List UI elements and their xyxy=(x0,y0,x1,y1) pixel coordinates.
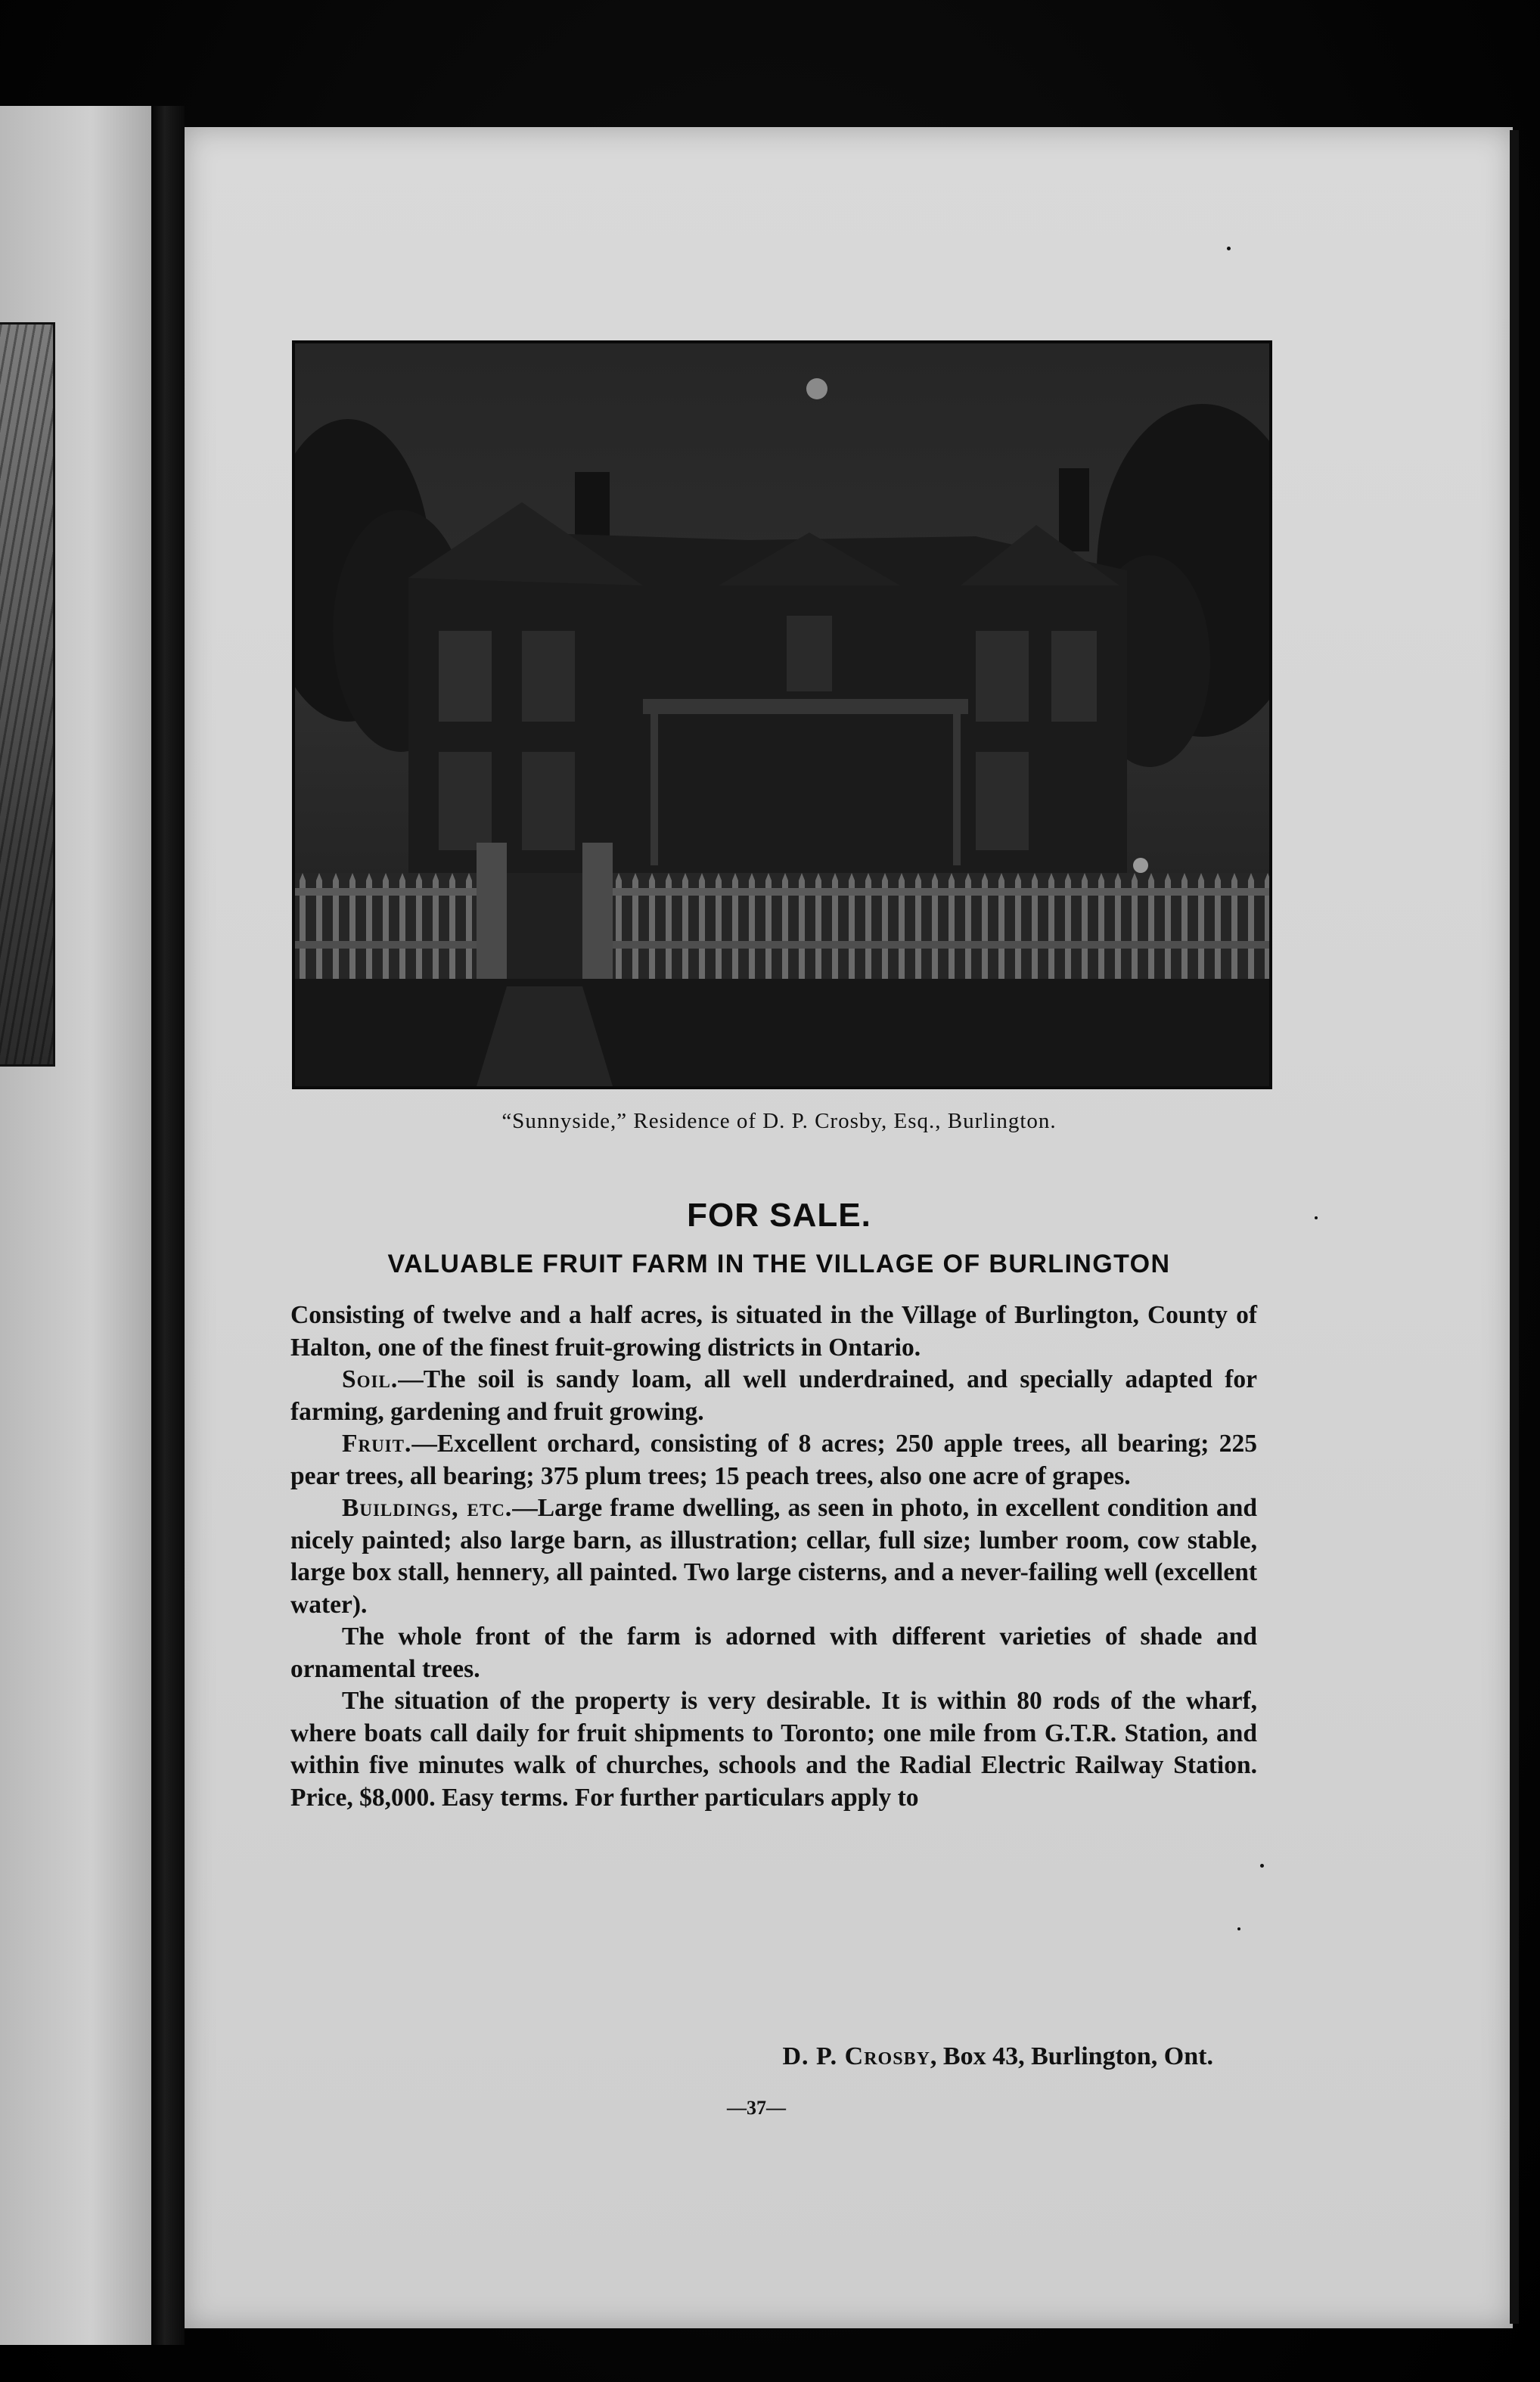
page-number: —37— xyxy=(727,2097,786,2119)
scan-speck xyxy=(1237,1927,1240,1930)
buildings-text: —Large frame dwelling, as seen in photo, in excellent condition and nicely painted; also large barn, as illustration; cellar, full size; lumber room, cow stable, large box stall, hennery, all painted. Two large cisterns, and a never-failing well (excellent water). xyxy=(290,1494,1257,1619)
farm-title-heading: VALUABLE FRUIT FARM IN THE VILLAGE OF BURLINGTON xyxy=(387,1250,1171,1278)
contact-name: D. P. Crosby xyxy=(782,2042,930,2070)
soil-paragraph xyxy=(290,1364,1257,1428)
buildings-label: Buildings, etc. xyxy=(342,1494,513,1522)
page-edge-shadow xyxy=(1510,130,1519,2324)
contact-address: , Box 43, Burlington, Ont. xyxy=(930,2042,1213,2070)
situation-paragraph: The situation of the property is very desirable. It is within 80 rods of the wharf, where boats call daily for fruit shipments to Toronto; one mile from G.T.R. Station, and within five minutes walk of churches, schools and the Radial Electric Railway Station. Price, $8,000. Easy terms. For further particulars apply to xyxy=(290,1687,1257,1812)
buildings-paragraph xyxy=(290,1492,1257,1621)
fruit-text: —Excellent orchard, consisting of 8 acres; 250 apple trees, all bearing; 225 pear trees, all bearing; 375 plum trees; 15 peach trees, also one acre of grapes. xyxy=(290,1430,1257,1490)
scan-speck xyxy=(1227,247,1231,250)
scan-speck xyxy=(1260,1864,1264,1868)
contact-signature xyxy=(290,2042,1213,2071)
fruit-paragraph xyxy=(290,1428,1257,1492)
book-gutter xyxy=(151,106,185,2345)
house-photo-illustration xyxy=(295,343,1269,1086)
soil-label: Soil. xyxy=(342,1365,399,1393)
listing-body xyxy=(290,1300,1257,1814)
house-photo xyxy=(292,340,1272,1089)
previous-page-photo-fragment xyxy=(0,322,55,1067)
front-paragraph: The whole front of the farm is adorned with different varieties of shade and ornamental trees. xyxy=(290,1623,1257,1683)
scan-speck xyxy=(1315,1216,1318,1219)
for-sale-heading: FOR SALE. xyxy=(687,1197,871,1234)
photo-caption: “Sunnyside,” Residence of D. P. Crosby, Esq., Burlington. xyxy=(501,1109,1057,1133)
intro-paragraph: Consisting of twelve and a half acres, is situated in the Village of Burlington, County of Halton, one of the finest fruit-growing districts in Ontario. xyxy=(290,1301,1257,1362)
soil-text: —The soil is sandy loam, all well underdrained, and specially adapted for farming, gardening and fruit growing. xyxy=(290,1365,1257,1426)
fruit-label: Fruit. xyxy=(342,1430,412,1458)
